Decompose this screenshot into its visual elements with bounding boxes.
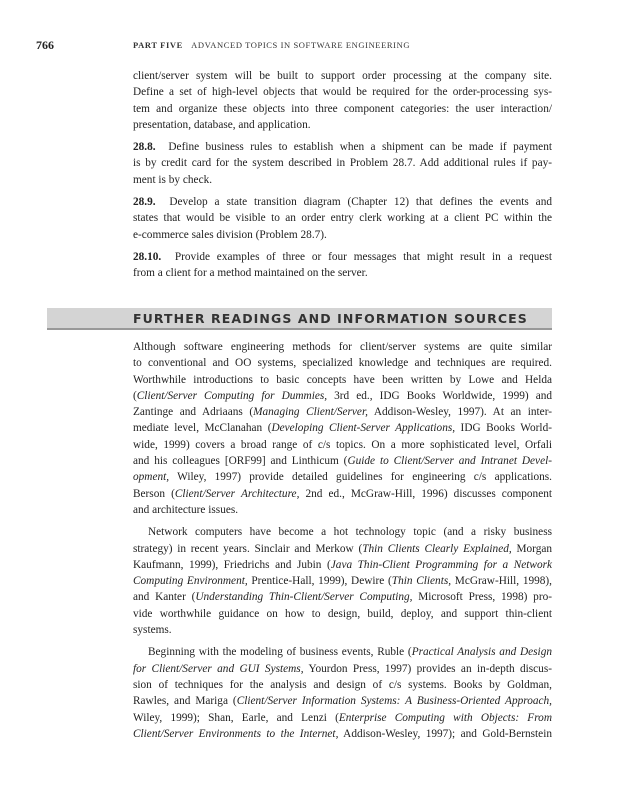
citation-title: Managing Client/Server, — [253, 406, 368, 419]
paragraph — [133, 524, 552, 638]
text-run: to conventional and OO systems, specialized knowledge and techniques are required. — [133, 357, 552, 370]
citation-title: Computing Environment, — [133, 575, 248, 588]
page-number: 766 — [36, 38, 54, 52]
text-line — [133, 355, 552, 371]
text-run: McGraw-Hill, 1998), — [451, 575, 552, 588]
text-run: and his colleagues [ORF99] and Linthicum ( — [133, 455, 348, 468]
text-line — [133, 606, 552, 622]
text-run: Develop a state transition diagram (Chapter 12) that defines the events and — [155, 196, 552, 209]
citation-title: Client/Server Computing for Dummies, — [136, 389, 328, 402]
text-line — [133, 194, 552, 210]
text-line — [133, 453, 552, 469]
text-run: Provide examples of three or four messages that might result in a request — [161, 250, 552, 263]
paragraph — [133, 644, 552, 742]
text-run: Wiley, 1997) provide detailed guidelines for engineering c/s applications. — [169, 471, 552, 484]
text-line — [133, 661, 552, 677]
text-run: sion of techniques for the analysis and design of c/s systems. Books by Goldman, — [133, 678, 552, 691]
text-line — [133, 710, 552, 726]
citation-title: Thin Clients Clearly Explained, — [362, 542, 512, 555]
text-run: Prentice-Hall, 1999), Dewire ( — [247, 575, 392, 588]
text-run: Define a set of high-level objects that would be required for the order-processing sys- — [133, 86, 552, 99]
citation-title: Java Thin-Client Programming for a Network — [330, 558, 553, 571]
text-line — [133, 557, 552, 573]
text-line — [133, 249, 552, 265]
text-run: Wiley, 1999); Shan, Earle, and Lenzi ( — [133, 711, 339, 724]
text-run: Microsoft Press, 1998) pro- — [412, 591, 552, 604]
citation-title: Client/Server Environments to the Internet, — [133, 727, 339, 740]
text-run: 2nd ed., McGraw-Hill, 1996) discusses component — [299, 487, 552, 500]
text-line — [133, 589, 552, 605]
paragraph — [133, 194, 552, 243]
text-line — [133, 265, 552, 281]
text-run: ment is by check. — [133, 173, 213, 186]
problems-block — [133, 68, 552, 288]
text-line — [133, 117, 552, 133]
text-line — [133, 502, 552, 518]
text-run: Network computers have become a hot technology topic (and a risky business — [148, 526, 552, 539]
paragraph — [133, 139, 552, 188]
text-line — [133, 404, 552, 420]
text-line — [133, 210, 552, 226]
text-line — [133, 227, 552, 243]
text-run: IDG Books World- — [455, 422, 552, 435]
text-run: Zantinge and Adriaans ( — [133, 406, 254, 419]
text-line — [133, 155, 552, 171]
further-readings-block — [133, 339, 552, 748]
text-run: strategy) in recent years. Sinclair and Merkow ( — [133, 542, 363, 555]
text-line — [133, 524, 552, 540]
text-run: from a client for a method maintained on the server. — [133, 267, 368, 280]
text-run: e-commerce sales division (Problem 28.7). — [133, 228, 327, 241]
citation-title: Thin Clients, — [391, 575, 452, 588]
text-run: presentation, database, and application. — [133, 118, 311, 131]
running-header — [133, 40, 410, 50]
text-run: Beginning with the modeling of business events, Ruble ( — [148, 646, 412, 659]
text-line — [133, 677, 552, 693]
text-line — [133, 622, 552, 638]
running-header-part: PART FIVE — [133, 40, 183, 50]
text-run: and Kanter ( — [133, 591, 196, 604]
text-run: Although software engineering methods for client/server systems are quite similar — [133, 341, 552, 353]
text-line — [133, 339, 552, 355]
text-run: and architecture issues. — [133, 503, 239, 516]
text-run: Berson ( — [133, 487, 175, 500]
citation-title: Developing Client-Server Applications, — [271, 422, 456, 435]
citation-title: for Client/Server and GUI Systems, — [133, 662, 304, 675]
text-line — [133, 388, 552, 404]
text-line — [133, 541, 552, 557]
text-run: is by credit card for the system described in Problem 28.7. Add additional rules if pay- — [133, 157, 552, 170]
text-run: Rawles, and Mariga ( — [133, 695, 237, 708]
text-run: Define business rules to establish when a shipment can be made if payment — [155, 141, 552, 154]
paragraph — [133, 68, 552, 133]
text-line — [133, 139, 552, 155]
text-line — [133, 644, 552, 660]
problem-number: 28.10. — [133, 250, 162, 263]
text-line — [133, 84, 552, 100]
text-line — [133, 726, 552, 742]
text-line — [133, 486, 552, 502]
text-line — [133, 372, 552, 388]
text-run: Yourdon Press, 1997) provides an in-depth discus- — [303, 662, 552, 675]
running-header-title: ADVANCED TOPICS IN SOFTWARE ENGINEERING — [191, 40, 411, 50]
text-run: mediate level, McClanahan ( — [133, 422, 272, 435]
text-run: systems. — [133, 624, 172, 637]
paragraph — [133, 249, 552, 282]
text-line — [133, 437, 552, 453]
text-line — [133, 420, 552, 436]
text-line — [133, 693, 552, 709]
text-line — [133, 68, 552, 84]
citation-title: Client/Server Information Systems: A Business-Oriented Approach, — [236, 695, 552, 708]
text-run: tem and organize these objects into three component categories: the user interaction/ — [133, 102, 552, 115]
problem-number: 28.9. — [133, 196, 156, 209]
text-line — [133, 573, 552, 589]
citation-title: Enterprise Computing with Objects: From — [338, 711, 552, 724]
text-run: Worthwhile introductions to basic concepts have been written by Lowe and Helda — [133, 373, 552, 386]
text-line — [133, 469, 552, 485]
text-run: 3rd ed., IDG Books Worldwide, 1999) and — [327, 389, 553, 402]
citation-title: Understanding Thin-Client/Server Computing, — [195, 591, 413, 604]
text-run: states that would be visible to an order entry clerk working at a client PC within the — [133, 212, 552, 225]
text-run: vide worthwhile guidance on how to design, build, deploy, and support thin-client — [133, 607, 552, 620]
text-run: Addison-Wesley, 1997); and Gold-Bernstein — [338, 727, 552, 740]
citation-title: Practical Analysis and Design — [411, 646, 552, 659]
text-run: Kaufmann, 1999), Friedrichs and Jubin ( — [133, 558, 331, 571]
paragraph — [133, 339, 552, 518]
text-run: wide, 1999) covers a broad range of c/s topics. On a more sophisticated level, Orfali — [133, 438, 552, 451]
text-line — [133, 101, 552, 117]
text-run: Morgan — [511, 542, 553, 555]
citation-title: Client/Server Architecture, — [174, 487, 300, 500]
text-run: Addison-Wesley, 1997). At an inter- — [367, 406, 552, 419]
text-run: ( — [133, 389, 137, 402]
section-heading: FURTHER READINGS AND INFORMATION SOURCES — [133, 311, 528, 326]
problem-number: 28.8. — [133, 141, 156, 154]
text-run: client/server system will be built to support order processing at the company site. — [133, 70, 552, 82]
citation-title: Guide to Client/Server and Intranet Devel- — [347, 455, 552, 468]
citation-title: opment, — [133, 471, 170, 484]
text-line — [133, 172, 552, 188]
